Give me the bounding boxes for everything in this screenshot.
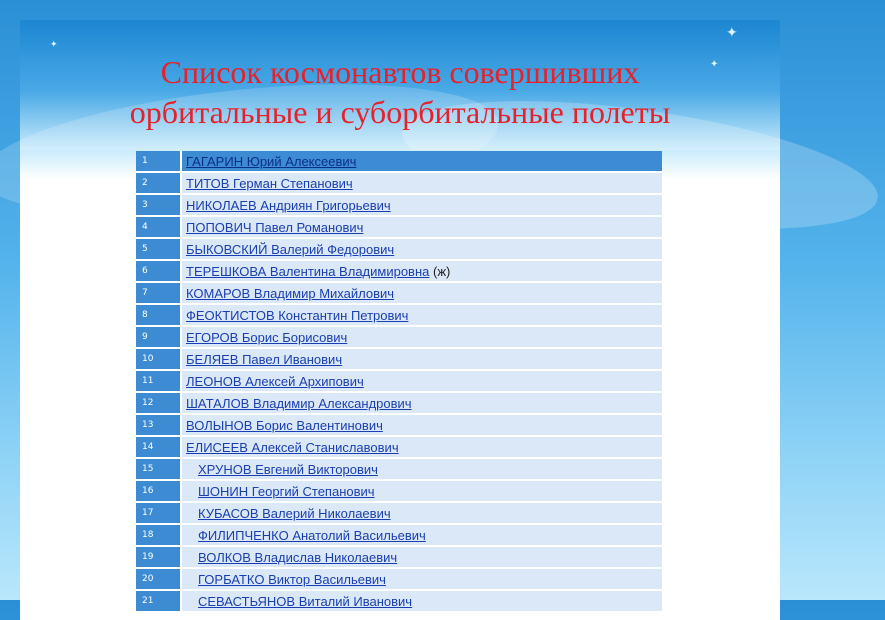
row-number: 17 [136, 502, 181, 524]
cosmonaut-name-link[interactable]: ФЕОКТИСТОВ Константин Петрович [186, 307, 409, 323]
cosmonaut-name-link[interactable]: ЕГОРОВ Борис Борисович [186, 329, 348, 345]
row-number: 5 [136, 238, 181, 260]
table-row [136, 172, 662, 194]
row-name-cell [181, 436, 662, 458]
cosmonaut-name-link[interactable]: ТИТОВ Герман Степанович [186, 175, 353, 191]
row-number: 6 [136, 260, 181, 282]
table-row [136, 524, 662, 546]
row-number: 7 [136, 282, 181, 304]
table-row [136, 480, 662, 502]
row-name-cell [181, 568, 662, 590]
table-row [136, 260, 662, 282]
table-row [136, 458, 662, 480]
sparkle-icon: ✦ [726, 25, 738, 41]
row-number: 1 [136, 151, 181, 172]
cosmonaut-name-link[interactable]: ШАТАЛОВ Владимир Александрович [186, 395, 412, 411]
table-row [136, 216, 662, 238]
row-name-cell [181, 326, 662, 348]
cosmonaut-name-link[interactable]: ГАГАРИН Юрий Алексеевич [186, 153, 357, 169]
row-name-cell [181, 282, 662, 304]
table-row [136, 194, 662, 216]
cosmonaut-name-link[interactable]: ВОЛЫНОВ Борис Валентинович [186, 417, 383, 433]
cosmonaut-name-link[interactable]: КОМАРОВ Владимир Михайлович [186, 285, 395, 301]
row-number: 19 [136, 546, 181, 568]
row-number: 12 [136, 392, 181, 414]
table-row [136, 392, 662, 414]
table-row [136, 502, 662, 524]
sparkle-icon: ✦ [710, 59, 719, 70]
row-name-cell [181, 260, 662, 282]
cosmonaut-name-link[interactable]: ХРУНОВ Евгений Викторович [198, 461, 378, 477]
row-number: 2 [136, 172, 181, 194]
row-name-cell [181, 238, 662, 260]
row-name-cell [181, 392, 662, 414]
table-row [136, 151, 662, 172]
row-number: 16 [136, 480, 181, 502]
table-row [136, 282, 662, 304]
row-number: 18 [136, 524, 181, 546]
row-name-cell [181, 458, 662, 480]
cosmonaut-table-container [136, 151, 662, 613]
row-number: 8 [136, 304, 181, 326]
cosmonaut-name-link[interactable]: ГОРБАТКО Виктор Васильевич [198, 571, 386, 587]
row-name-cell [181, 524, 662, 546]
row-name-cell [181, 502, 662, 524]
slide-title [0, 52, 800, 132]
cosmonaut-name-link[interactable]: БЕЛЯЕВ Павел Иванович [186, 351, 343, 367]
cosmonaut-name-link[interactable]: ФИЛИПЧЕНКО Анатолий Васильевич [198, 527, 426, 543]
table-row [136, 238, 662, 260]
row-number: 10 [136, 348, 181, 370]
cosmonaut-name-link[interactable]: СЕВАСТЬЯНОВ Виталий Иванович [198, 593, 413, 609]
cosmonaut-name-link[interactable]: ШОНИН Георгий Степанович [198, 483, 375, 499]
cosmonaut-table-body [136, 151, 662, 612]
row-name-cell [181, 304, 662, 326]
cosmonaut-name-link[interactable]: БЫКОВСКИЙ Валерий Федорович [186, 241, 395, 257]
table-row [136, 436, 662, 458]
cosmonaut-name-link[interactable]: ЕЛИСЕЕВ Алексей Станиславович [186, 439, 399, 455]
table-row [136, 370, 662, 392]
row-name-cell [181, 151, 662, 172]
row-number: 11 [136, 370, 181, 392]
gender-note: (ж) [429, 263, 451, 279]
sparkle-icon: ✦ [50, 40, 58, 50]
cosmonaut-name-link[interactable]: ПОПОВИЧ Павел Романович [186, 219, 364, 235]
row-name-cell [181, 370, 662, 392]
cosmonaut-name-link[interactable]: ЛЕОНОВ Алексей Архипович [186, 373, 364, 389]
row-name-cell [181, 172, 662, 194]
row-name-cell [181, 414, 662, 436]
cosmonaut-name-link[interactable]: ТЕРЕШКОВА Валентина Владимировна [186, 263, 430, 279]
row-name-cell [181, 546, 662, 568]
row-name-cell [181, 590, 662, 612]
cosmonaut-table [136, 151, 662, 613]
row-name-cell [181, 480, 662, 502]
cosmonaut-name-link[interactable]: КУБАСОВ Валерий Николаевич [198, 505, 391, 521]
slide-title-line-1: Список космонавтов совершивших [160, 54, 640, 90]
table-row [136, 304, 662, 326]
row-number: 20 [136, 568, 181, 590]
cosmonaut-name-link[interactable]: ВОЛКОВ Владислав Николаевич [198, 549, 398, 565]
table-row [136, 326, 662, 348]
row-name-cell [181, 216, 662, 238]
table-row [136, 414, 662, 436]
row-number: 3 [136, 194, 181, 216]
row-number: 21 [136, 590, 181, 612]
row-number: 9 [136, 326, 181, 348]
row-name-cell [181, 194, 662, 216]
row-number: 13 [136, 414, 181, 436]
row-number: 14 [136, 436, 181, 458]
table-row [136, 590, 662, 612]
row-number: 15 [136, 458, 181, 480]
table-row [136, 348, 662, 370]
row-name-cell [181, 348, 662, 370]
table-row [136, 546, 662, 568]
cosmonaut-name-link[interactable]: НИКОЛАЕВ Андриян Григорьевич [186, 197, 391, 213]
row-number: 4 [136, 216, 181, 238]
table-row [136, 568, 662, 590]
slide-title-line-2: орбитальные и суборбитальные полеты [129, 94, 671, 130]
